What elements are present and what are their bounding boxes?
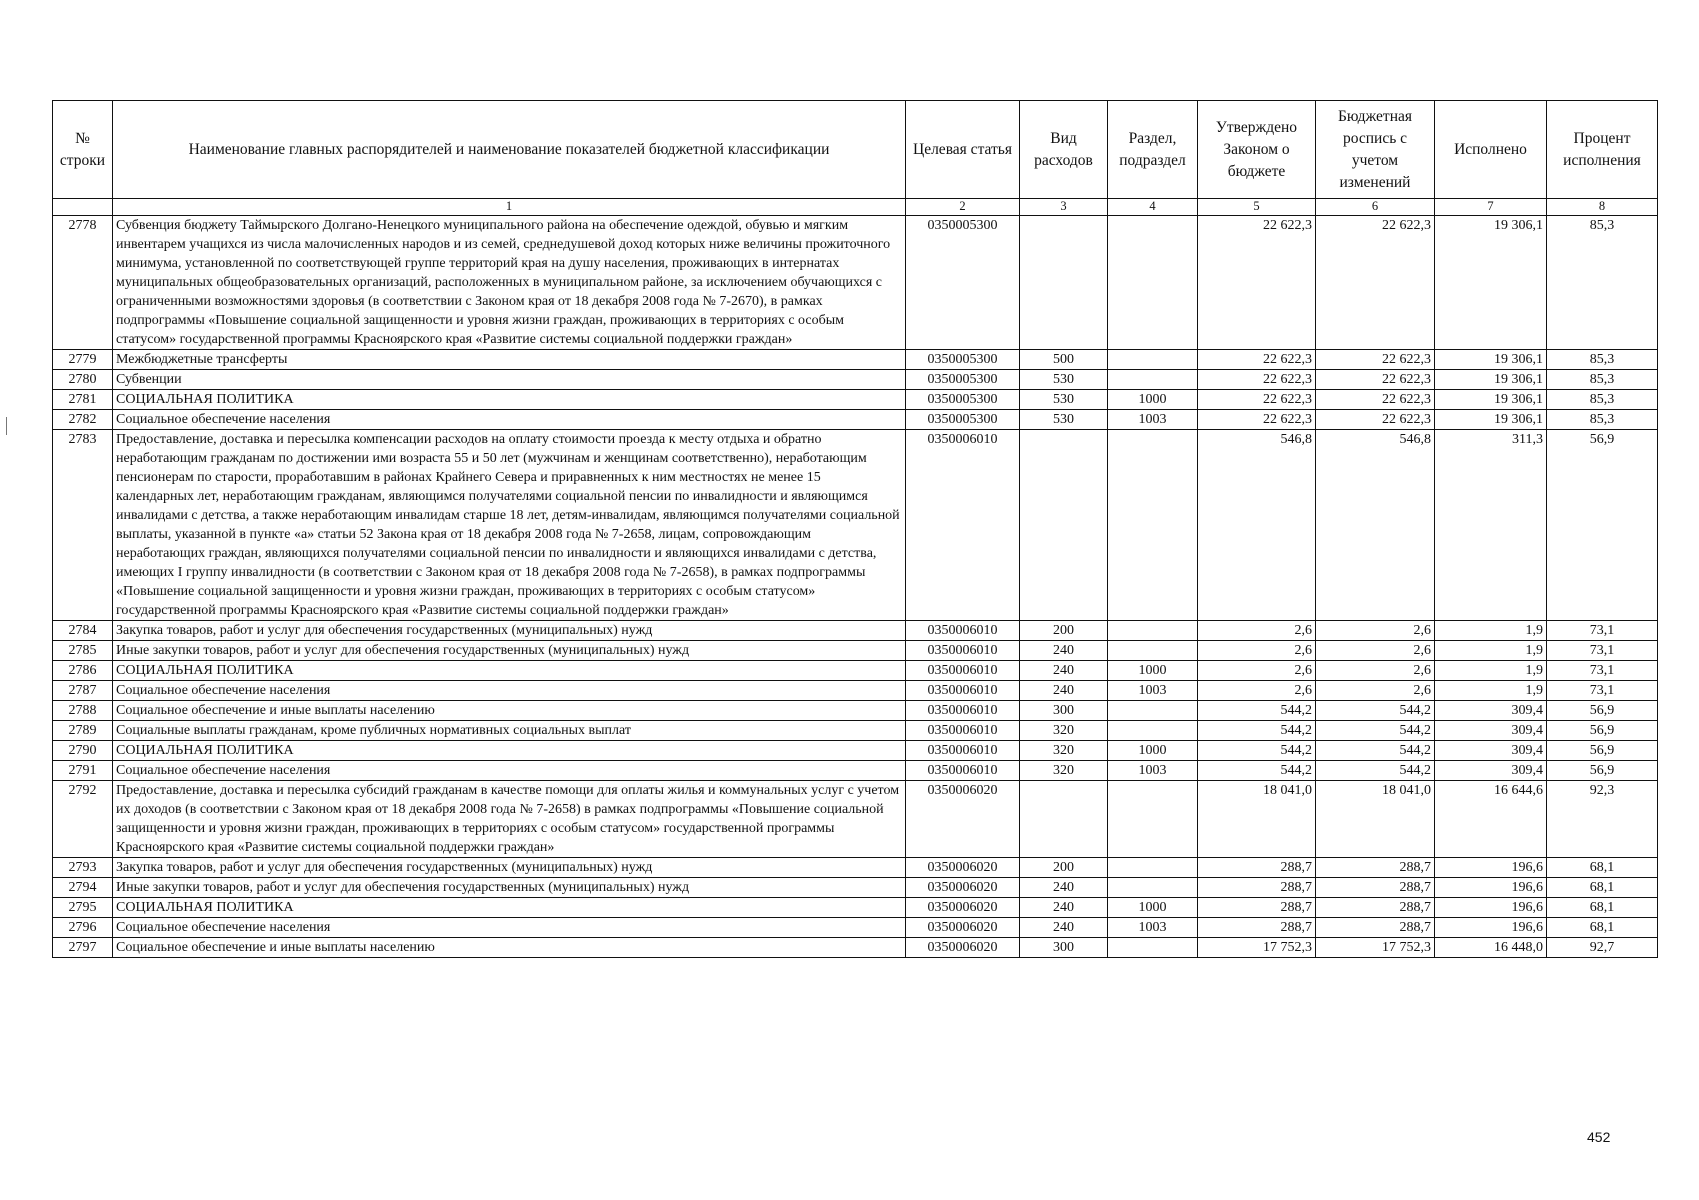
approved-amount: 2,6 bbox=[1198, 621, 1316, 641]
approved-amount: 22 622,3 bbox=[1198, 350, 1316, 370]
budget-amount: 22 622,3 bbox=[1316, 370, 1435, 390]
expense-kind: 530 bbox=[1020, 390, 1108, 410]
target-article: 0350005300 bbox=[906, 410, 1020, 430]
row-name: Закупка товаров, работ и услуг для обеспечения государственных (муниципальных) нужд bbox=[113, 621, 906, 641]
approved-amount: 288,7 bbox=[1198, 858, 1316, 878]
row-name: Межбюджетные трансферты bbox=[113, 350, 906, 370]
table-row bbox=[53, 898, 1658, 918]
table-row bbox=[53, 858, 1658, 878]
budget-amount: 288,7 bbox=[1316, 878, 1435, 898]
table-row bbox=[53, 781, 1658, 858]
approved-amount: 2,6 bbox=[1198, 661, 1316, 681]
table-row bbox=[53, 390, 1658, 410]
header-budget-list: Бюджетная роспись с учетом изменений bbox=[1316, 101, 1435, 199]
target-article: 0350006010 bbox=[906, 681, 1020, 701]
expense-kind: 240 bbox=[1020, 878, 1108, 898]
row-number: 2788 bbox=[53, 701, 113, 721]
execution-percent: 56,9 bbox=[1547, 721, 1658, 741]
row-name: Социальное обеспечение населения bbox=[113, 681, 906, 701]
execution-percent: 68,1 bbox=[1547, 858, 1658, 878]
header-percent: Процент исполнения bbox=[1547, 101, 1658, 199]
column-number: 3 bbox=[1020, 199, 1108, 216]
table-header-row bbox=[53, 101, 1658, 199]
executed-amount: 19 306,1 bbox=[1435, 390, 1547, 410]
column-number: 1 bbox=[113, 199, 906, 216]
execution-percent: 85,3 bbox=[1547, 410, 1658, 430]
approved-amount: 544,2 bbox=[1198, 721, 1316, 741]
column-number-row bbox=[53, 199, 1658, 216]
row-name: Предоставление, доставка и пересылка компенсации расходов на оплату стоимости проезда к месту отдыха и обратно неработающим гражданам по достижении ими возраста 55 и 50 лет (мужчинам и женщинам соответственно), неработающим пенсионерам по старости, проработавшим в районах Крайнего Севера и приравненных к ним местностях не менее 15 календарных лет, неработающим гражданам, являющимся получателями социальной пенсии по инвалидности и являющимся инвалидами с детства, а также неработающим инвалидам старше 18 лет, детям-инвалидам, являющимся получателями социальной выплаты, указанной в пункте «а» статьи 52 Закона края от 18 декабря 2008 года № 7-2658, лицам, сопровождающим неработающих граждан, являющихся получателями социальной пенсии по инвалидности и являющихся инвалидами с детства, имеющих I группу инвалидности (в соответствии с Законом края от 18 декабря 2008 года № 7-2658), в рамках подпрограммы «Повышение социальной защищенности и уровня жизни граждан, проживающих в территориях с особым статусом» государственной программы Красноярского края «Развитие системы социальной поддержки граждан» bbox=[113, 430, 906, 621]
row-name: Предоставление, доставка и пересылка субсидий гражданам в качестве помощи для оплаты жилья и коммунальных услуг с учетом их доходов (в соответствии с Законом края от 18 декабря 2008 года № 7-2658) в рамках подпрограммы «Повышение социальной защищенности и уровня жизни граждан, проживающих в территориях с особым статусом» государственной программы Красноярского края «Развитие системы социальной поддержки граждан» bbox=[113, 781, 906, 858]
expense-kind: 240 bbox=[1020, 898, 1108, 918]
table-row bbox=[53, 410, 1658, 430]
section-code: 1000 bbox=[1108, 741, 1198, 761]
execution-percent: 85,3 bbox=[1547, 370, 1658, 390]
column-number: 5 bbox=[1198, 199, 1316, 216]
section-code bbox=[1108, 641, 1198, 661]
budget-amount: 2,6 bbox=[1316, 641, 1435, 661]
table-row bbox=[53, 721, 1658, 741]
section-code bbox=[1108, 350, 1198, 370]
table-body bbox=[53, 216, 1658, 958]
row-number: 2794 bbox=[53, 878, 113, 898]
executed-amount: 309,4 bbox=[1435, 701, 1547, 721]
table-row bbox=[53, 430, 1658, 621]
row-number: 2782 bbox=[53, 410, 113, 430]
header-name: Наименование главных распорядителей и наименование показателей бюджетной классификации bbox=[113, 101, 906, 199]
executed-amount: 309,4 bbox=[1435, 741, 1547, 761]
header-approved: Утверждено Законом о бюджете bbox=[1198, 101, 1316, 199]
expense-kind: 530 bbox=[1020, 410, 1108, 430]
column-number: 6 bbox=[1316, 199, 1435, 216]
target-article: 0350006020 bbox=[906, 878, 1020, 898]
execution-percent: 73,1 bbox=[1547, 641, 1658, 661]
budget-amount: 18 041,0 bbox=[1316, 781, 1435, 858]
row-number: 2780 bbox=[53, 370, 113, 390]
section-code bbox=[1108, 621, 1198, 641]
row-number: 2787 bbox=[53, 681, 113, 701]
table-row bbox=[53, 661, 1658, 681]
execution-percent: 56,9 bbox=[1547, 701, 1658, 721]
column-number-blank bbox=[53, 199, 113, 216]
column-number: 7 bbox=[1435, 199, 1547, 216]
executed-amount: 19 306,1 bbox=[1435, 370, 1547, 390]
approved-amount: 18 041,0 bbox=[1198, 781, 1316, 858]
execution-percent: 73,1 bbox=[1547, 621, 1658, 641]
expense-kind bbox=[1020, 216, 1108, 350]
row-number: 2783 bbox=[53, 430, 113, 621]
row-number: 2789 bbox=[53, 721, 113, 741]
executed-amount: 19 306,1 bbox=[1435, 350, 1547, 370]
expense-kind: 320 bbox=[1020, 721, 1108, 741]
approved-amount: 544,2 bbox=[1198, 741, 1316, 761]
target-article: 0350006010 bbox=[906, 661, 1020, 681]
row-name: Иные закупки товаров, работ и услуг для обеспечения государственных (муниципальных) нужд bbox=[113, 641, 906, 661]
row-number: 2781 bbox=[53, 390, 113, 410]
execution-percent: 56,9 bbox=[1547, 430, 1658, 621]
column-number: 2 bbox=[906, 199, 1020, 216]
row-number: 2793 bbox=[53, 858, 113, 878]
expense-kind: 240 bbox=[1020, 641, 1108, 661]
header-section: Раздел, подраздел bbox=[1108, 101, 1198, 199]
budget-amount: 288,7 bbox=[1316, 918, 1435, 938]
column-number: 8 bbox=[1547, 199, 1658, 216]
header-target-article: Целевая статья bbox=[906, 101, 1020, 199]
row-name: Субвенции bbox=[113, 370, 906, 390]
section-code: 1003 bbox=[1108, 918, 1198, 938]
approved-amount: 544,2 bbox=[1198, 701, 1316, 721]
executed-amount: 19 306,1 bbox=[1435, 410, 1547, 430]
row-number: 2778 bbox=[53, 216, 113, 350]
table-row bbox=[53, 681, 1658, 701]
execution-percent: 68,1 bbox=[1547, 878, 1658, 898]
budget-amount: 2,6 bbox=[1316, 621, 1435, 641]
target-article: 0350006020 bbox=[906, 781, 1020, 858]
expense-kind: 320 bbox=[1020, 741, 1108, 761]
executed-amount: 1,9 bbox=[1435, 641, 1547, 661]
row-number: 2791 bbox=[53, 761, 113, 781]
budget-amount: 22 622,3 bbox=[1316, 410, 1435, 430]
row-name: СОЦИАЛЬНАЯ ПОЛИТИКА bbox=[113, 741, 906, 761]
executed-amount: 16 644,6 bbox=[1435, 781, 1547, 858]
row-name: Социальное обеспечение населения bbox=[113, 410, 906, 430]
table-row bbox=[53, 918, 1658, 938]
table-row bbox=[53, 761, 1658, 781]
row-name: Социальные выплаты гражданам, кроме публичных нормативных социальных выплат bbox=[113, 721, 906, 741]
executed-amount: 16 448,0 bbox=[1435, 938, 1547, 958]
budget-amount: 22 622,3 bbox=[1316, 390, 1435, 410]
section-code bbox=[1108, 721, 1198, 741]
approved-amount: 288,7 bbox=[1198, 918, 1316, 938]
section-code bbox=[1108, 430, 1198, 621]
section-code: 1000 bbox=[1108, 661, 1198, 681]
section-code: 1000 bbox=[1108, 898, 1198, 918]
table-row bbox=[53, 621, 1658, 641]
execution-percent: 92,7 bbox=[1547, 938, 1658, 958]
table-row bbox=[53, 370, 1658, 390]
approved-amount: 544,2 bbox=[1198, 761, 1316, 781]
execution-percent: 85,3 bbox=[1547, 390, 1658, 410]
section-code bbox=[1108, 216, 1198, 350]
target-article: 0350005300 bbox=[906, 216, 1020, 350]
header-executed: Исполнено bbox=[1435, 101, 1547, 199]
target-article: 0350006020 bbox=[906, 918, 1020, 938]
approved-amount: 22 622,3 bbox=[1198, 370, 1316, 390]
executed-amount: 1,9 bbox=[1435, 681, 1547, 701]
row-number: 2786 bbox=[53, 661, 113, 681]
approved-amount: 17 752,3 bbox=[1198, 938, 1316, 958]
expense-kind: 240 bbox=[1020, 681, 1108, 701]
execution-percent: 56,9 bbox=[1547, 761, 1658, 781]
row-number: 2790 bbox=[53, 741, 113, 761]
expense-kind: 240 bbox=[1020, 661, 1108, 681]
target-article: 0350006020 bbox=[906, 898, 1020, 918]
expense-kind: 200 bbox=[1020, 858, 1108, 878]
section-code: 1000 bbox=[1108, 390, 1198, 410]
row-number: 2797 bbox=[53, 938, 113, 958]
section-code bbox=[1108, 701, 1198, 721]
approved-amount: 22 622,3 bbox=[1198, 390, 1316, 410]
section-code: 1003 bbox=[1108, 410, 1198, 430]
executed-amount: 1,9 bbox=[1435, 621, 1547, 641]
budget-amount: 544,2 bbox=[1316, 761, 1435, 781]
section-code bbox=[1108, 878, 1198, 898]
budget-execution-table bbox=[52, 100, 1658, 958]
page-number: 452 bbox=[1587, 1129, 1611, 1145]
execution-percent: 68,1 bbox=[1547, 898, 1658, 918]
row-name: Социальное обеспечение населения bbox=[113, 918, 906, 938]
table-row bbox=[53, 741, 1658, 761]
budget-amount: 22 622,3 bbox=[1316, 350, 1435, 370]
table-row bbox=[53, 878, 1658, 898]
executed-amount: 196,6 bbox=[1435, 878, 1547, 898]
executed-amount: 19 306,1 bbox=[1435, 216, 1547, 350]
table-row bbox=[53, 350, 1658, 370]
execution-percent: 73,1 bbox=[1547, 681, 1658, 701]
row-name: Субвенция бюджету Таймырского Долгано-Ненецкого муниципального района на обеспечение одеждой, обувью и мягким инвентарем учащихся из числа малочисленных народов и из семей, среднедушевой доход которых ниже величины прожиточного минимума, установленной по соответствующей группе территорий края на душу населения, проживающих в интернатах муниципальных общеобразовательных организаций, расположенных в муниципальном районе, за исключением обучающихся с ограниченными возможностями здоровья (в соответствии с Законом края от 18 декабря 2008 года № 7-2670), в рамках подпрограммы «Повышение социальной защищенности и уровня жизни граждан, проживающих в территориях с особым статусом» государственной программы Красноярского края «Развитие системы социальной поддержки граждан» bbox=[113, 216, 906, 350]
approved-amount: 2,6 bbox=[1198, 681, 1316, 701]
budget-amount: 288,7 bbox=[1316, 898, 1435, 918]
header-expense-kind: Вид расходов bbox=[1020, 101, 1108, 199]
section-code bbox=[1108, 781, 1198, 858]
execution-percent: 56,9 bbox=[1547, 741, 1658, 761]
approved-amount: 22 622,3 bbox=[1198, 410, 1316, 430]
section-code: 1003 bbox=[1108, 681, 1198, 701]
execution-percent: 68,1 bbox=[1547, 918, 1658, 938]
budget-amount: 544,2 bbox=[1316, 701, 1435, 721]
budget-table-sheet bbox=[52, 100, 1657, 958]
execution-percent: 92,3 bbox=[1547, 781, 1658, 858]
approved-amount: 546,8 bbox=[1198, 430, 1316, 621]
execution-percent: 73,1 bbox=[1547, 661, 1658, 681]
target-article: 0350006010 bbox=[906, 430, 1020, 621]
budget-amount: 22 622,3 bbox=[1316, 216, 1435, 350]
budget-amount: 288,7 bbox=[1316, 858, 1435, 878]
row-name: Иные закупки товаров, работ и услуг для обеспечения государственных (муниципальных) нужд bbox=[113, 878, 906, 898]
section-code: 1003 bbox=[1108, 761, 1198, 781]
expense-kind bbox=[1020, 430, 1108, 621]
approved-amount: 2,6 bbox=[1198, 641, 1316, 661]
row-name: Социальное обеспечение и иные выплаты населению bbox=[113, 938, 906, 958]
section-code bbox=[1108, 858, 1198, 878]
row-name: Закупка товаров, работ и услуг для обеспечения государственных (муниципальных) нужд bbox=[113, 858, 906, 878]
table-row bbox=[53, 641, 1658, 661]
approved-amount: 22 622,3 bbox=[1198, 216, 1316, 350]
target-article: 0350006020 bbox=[906, 858, 1020, 878]
budget-amount: 17 752,3 bbox=[1316, 938, 1435, 958]
section-code bbox=[1108, 938, 1198, 958]
budget-amount: 2,6 bbox=[1316, 681, 1435, 701]
row-name: СОЦИАЛЬНАЯ ПОЛИТИКА bbox=[113, 898, 906, 918]
execution-percent: 85,3 bbox=[1547, 216, 1658, 350]
executed-amount: 309,4 bbox=[1435, 721, 1547, 741]
row-number: 2796 bbox=[53, 918, 113, 938]
target-article: 0350005300 bbox=[906, 350, 1020, 370]
expense-kind: 240 bbox=[1020, 918, 1108, 938]
expense-kind: 200 bbox=[1020, 621, 1108, 641]
budget-amount: 2,6 bbox=[1316, 661, 1435, 681]
expense-kind: 500 bbox=[1020, 350, 1108, 370]
budget-amount: 544,2 bbox=[1316, 721, 1435, 741]
row-name: Социальное обеспечение населения bbox=[113, 761, 906, 781]
budget-amount: 546,8 bbox=[1316, 430, 1435, 621]
target-article: 0350006010 bbox=[906, 701, 1020, 721]
expense-kind bbox=[1020, 781, 1108, 858]
approved-amount: 288,7 bbox=[1198, 878, 1316, 898]
executed-amount: 311,3 bbox=[1435, 430, 1547, 621]
column-number: 4 bbox=[1108, 199, 1198, 216]
target-article: 0350006020 bbox=[906, 938, 1020, 958]
expense-kind: 300 bbox=[1020, 938, 1108, 958]
approved-amount: 288,7 bbox=[1198, 898, 1316, 918]
row-name: СОЦИАЛЬНАЯ ПОЛИТИКА bbox=[113, 390, 906, 410]
target-article: 0350005300 bbox=[906, 390, 1020, 410]
table-row bbox=[53, 216, 1658, 350]
budget-amount: 544,2 bbox=[1316, 741, 1435, 761]
row-number: 2784 bbox=[53, 621, 113, 641]
row-number: 2795 bbox=[53, 898, 113, 918]
target-article: 0350006010 bbox=[906, 741, 1020, 761]
section-code bbox=[1108, 370, 1198, 390]
target-article: 0350006010 bbox=[906, 761, 1020, 781]
target-article: 0350005300 bbox=[906, 370, 1020, 390]
header-row-number: № строки bbox=[53, 101, 113, 199]
executed-amount: 196,6 bbox=[1435, 858, 1547, 878]
executed-amount: 196,6 bbox=[1435, 898, 1547, 918]
table-row bbox=[53, 701, 1658, 721]
row-name: СОЦИАЛЬНАЯ ПОЛИТИКА bbox=[113, 661, 906, 681]
expense-kind: 530 bbox=[1020, 370, 1108, 390]
expense-kind: 320 bbox=[1020, 761, 1108, 781]
executed-amount: 309,4 bbox=[1435, 761, 1547, 781]
expense-kind: 300 bbox=[1020, 701, 1108, 721]
row-name: Социальное обеспечение и иные выплаты населению bbox=[113, 701, 906, 721]
scan-margin-mark bbox=[6, 417, 7, 435]
table-row bbox=[53, 938, 1658, 958]
target-article: 0350006010 bbox=[906, 621, 1020, 641]
row-number: 2779 bbox=[53, 350, 113, 370]
executed-amount: 1,9 bbox=[1435, 661, 1547, 681]
row-number: 2792 bbox=[53, 781, 113, 858]
executed-amount: 196,6 bbox=[1435, 918, 1547, 938]
execution-percent: 85,3 bbox=[1547, 350, 1658, 370]
target-article: 0350006010 bbox=[906, 721, 1020, 741]
target-article: 0350006010 bbox=[906, 641, 1020, 661]
row-number: 2785 bbox=[53, 641, 113, 661]
